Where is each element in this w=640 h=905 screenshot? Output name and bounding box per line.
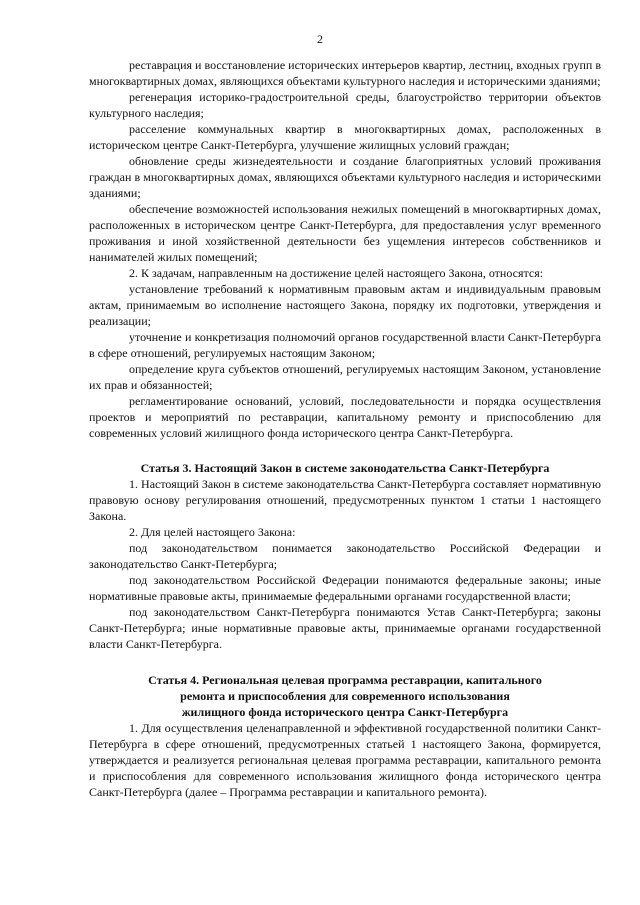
paragraph: обновление среды жизнедеятельности и создание благоприятных условий проживания граждан в многоквартирных домах, являющихся объектами культурного наследия и историческими зданиями; <box>89 154 601 200</box>
paragraph: под законодательством Санкт-Петербурга понимаются Устав Санкт-Петербурга; законы Санкт-Петербурга; иные нормативные правовые акты, принимаемые органами государственной власти Санкт-Петербурга. <box>89 605 601 651</box>
paragraph: под законодательством понимается законодательство Российской Федерации и законодательство Санкт-Петербурга; <box>89 541 601 571</box>
paragraph: под законодательством Российской Федерации понимаются федеральные законы; иные нормативные правовые акты, принимаемые федеральными органами государственной власти; <box>89 573 601 603</box>
paragraph: уточнение и конкретизация полномочий органов государственной власти Санкт-Петербурга в сфере отношений, регулируемых настоящим Законом; <box>89 330 601 360</box>
paragraph: установление требований к нормативным правовым актам и индивидуальным правовым актам, принимаемым во исполнение настоящего Закона, порядку их подготовки, утверждения и реализации; <box>89 282 601 328</box>
paragraph: определение круга субъектов отношений, регулируемых настоящим Законом, установление их прав и обязанностей; <box>89 362 601 392</box>
paragraph: 1. Для осуществления целенаправленной и эффективной государственной политики Санкт-Петербурга в сфере отношений, предусмотренных статьей 1 настоящего Закона, формируется, утверждается и реализуется региональная целевая программа реставрации, капитального ремонта и приспособления для современного использования жилищного фонда исторического центра Санкт-Петербурга (далее – Программа реставрации и капитального ремонта). <box>89 721 601 799</box>
paragraph: обеспечение возможностей использования нежилых помещений в многоквартирных домах, расположенных в историческом центре Санкт-Петербурга, для предоставления услуг временного проживания и иной хозяйственной деятельности без ущемления интересов собственников и нанимателей жилых помещений; <box>89 202 601 264</box>
spacer <box>89 441 601 460</box>
article-4-heading-line-1: Статья 4. Региональная целевая программа реставрации, капитального <box>148 673 542 687</box>
paragraph: 2. Для целей настоящего Закона: <box>129 525 296 539</box>
paragraph: реставрация и восстановление исторических интерьеров квартир, лестниц, входных групп в многоквартирных домах, являющихся объектами культурного наследия и историческими зданиями; <box>89 58 601 88</box>
article-4-heading-line-2: ремонта и приспособления для современного использования <box>180 689 510 703</box>
spacer <box>89 652 601 672</box>
article-3-heading: Статья 3. Настоящий Закон в системе законодательства Санкт-Петербурга <box>140 461 550 475</box>
paragraph: 2. К задачам, направленным на достижение целей настоящего Закона, относятся: <box>129 266 544 280</box>
document-body <box>89 57 601 800</box>
paragraph: расселение коммунальных квартир в многоквартирных домах, расположенных в историческом центре Санкт-Петербурга, улучшение жилищных условий граждан; <box>89 122 601 152</box>
page-number: 2 <box>317 32 323 46</box>
paragraph: регенерация историко-градостроительной среды, благоустройство территории объектов культурного наследия; <box>89 90 601 120</box>
paragraph: 1. Настоящий Закон в системе законодательства Санкт-Петербурга составляет нормативную правовую основу регулирования отношений, предусмотренных пунктом 1 статьи 1 настоящего Закона. <box>89 477 601 523</box>
article-4-heading-line-3: жилищного фонда исторического центра Санкт-Петербурга <box>181 705 509 719</box>
paragraph: регламентирование оснований, условий, последовательности и порядка осуществления проектов и мероприятий по реставрации, капитальному ремонту и приспособлению для современных условий жилищного фонда исторического центра Санкт-Петербурга. <box>89 394 601 440</box>
article-4-heading <box>89 672 601 720</box>
